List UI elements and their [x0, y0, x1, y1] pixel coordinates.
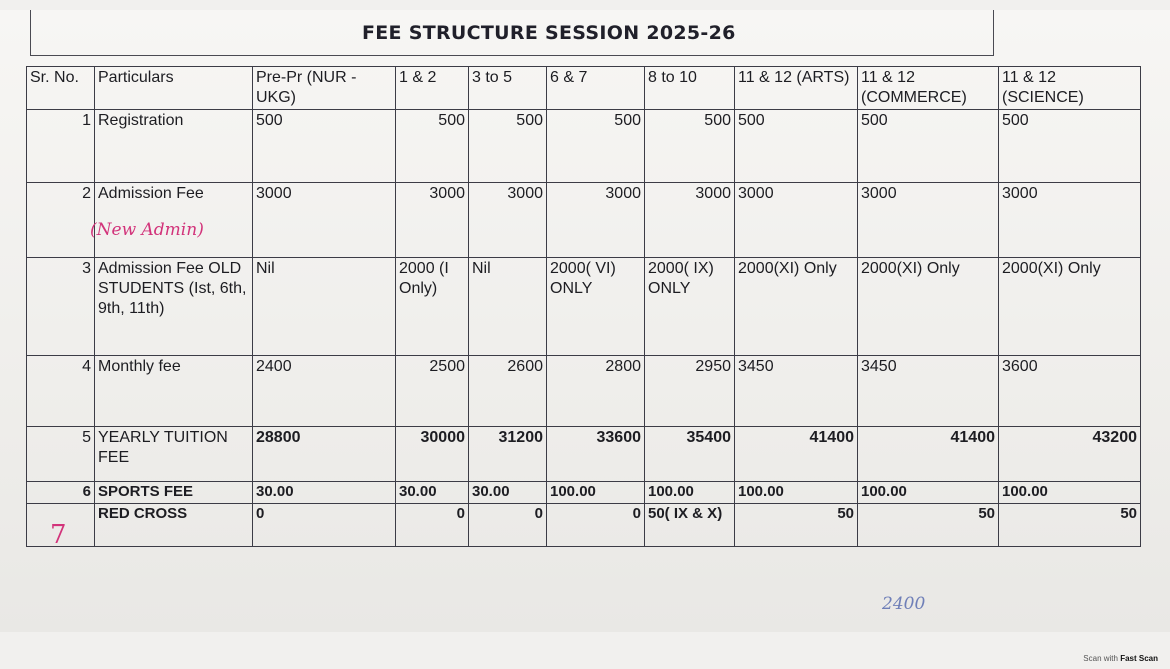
- value-cell: 2000 (I Only): [396, 258, 469, 356]
- value-cell: 0: [396, 503, 469, 546]
- handwritten-scribble: 2400: [882, 594, 926, 614]
- value-cell: 43200: [999, 427, 1141, 482]
- header-cell: Pre-Pr (NUR - UKG): [253, 67, 396, 110]
- value-cell: 2500: [396, 356, 469, 427]
- value-cell: 3000: [396, 183, 469, 258]
- value-cell: 3000: [469, 183, 547, 258]
- value-cell: 3450: [735, 356, 858, 427]
- sr-cell: 6: [27, 482, 95, 504]
- value-cell: 30.00: [396, 482, 469, 504]
- scan-footer-app: Fast Scan: [1120, 654, 1158, 663]
- scan-footer: [1083, 654, 1158, 663]
- sr-cell: 2: [27, 183, 95, 258]
- value-cell: 50: [999, 503, 1141, 546]
- header-cell: 6 & 7: [547, 67, 645, 110]
- table-row: [27, 110, 1141, 183]
- value-cell: 2600: [469, 356, 547, 427]
- value-cell: 500: [735, 110, 858, 183]
- value-cell: 500: [396, 110, 469, 183]
- header-cell: 1 & 2: [396, 67, 469, 110]
- table-row: [27, 427, 1141, 482]
- value-cell: 2950: [645, 356, 735, 427]
- particular-cell: YEARLY TUITION FEE: [95, 427, 253, 482]
- value-cell: 100.00: [735, 482, 858, 504]
- value-cell: 3450: [858, 356, 999, 427]
- value-cell: 30.00: [469, 482, 547, 504]
- particular-cell: Admission Fee: [95, 183, 253, 258]
- value-cell: 500: [253, 110, 396, 183]
- value-cell: 100.00: [547, 482, 645, 504]
- sr-cell: 4: [27, 356, 95, 427]
- value-cell: 2000(XI) Only: [999, 258, 1141, 356]
- value-cell: 0: [469, 503, 547, 546]
- value-cell: 500: [469, 110, 547, 183]
- value-cell: 100.00: [858, 482, 999, 504]
- value-cell: Nil: [253, 258, 396, 356]
- value-cell: 3000: [547, 183, 645, 258]
- table-row: [27, 258, 1141, 356]
- value-cell: 2800: [547, 356, 645, 427]
- sr-cell: 1: [27, 110, 95, 183]
- value-cell: 31200: [469, 427, 547, 482]
- header-cell: 8 to 10: [645, 67, 735, 110]
- particular-cell: Admission Fee OLD STUDENTS (Ist, 6th, 9th, 11th): [95, 258, 253, 356]
- value-cell: 3000: [999, 183, 1141, 258]
- value-cell: 100.00: [645, 482, 735, 504]
- value-cell: 35400: [645, 427, 735, 482]
- value-cell: 50: [735, 503, 858, 546]
- handwritten-number: 7: [50, 520, 67, 550]
- value-cell: 50: [858, 503, 999, 546]
- value-cell: 3600: [999, 356, 1141, 427]
- value-cell: 500: [645, 110, 735, 183]
- value-cell: 500: [858, 110, 999, 183]
- table-row: [27, 482, 1141, 504]
- sr-cell: 3: [27, 258, 95, 356]
- value-cell: 2000(XI) Only: [858, 258, 999, 356]
- particular-cell: RED CROSS: [95, 503, 253, 546]
- value-cell: 0: [547, 503, 645, 546]
- value-cell: 50( IX & X): [645, 503, 735, 546]
- value-cell: 0: [253, 503, 396, 546]
- header-cell: Sr. No.: [27, 67, 95, 110]
- table-row: [27, 356, 1141, 427]
- value-cell: 2000( IX) ONLY: [645, 258, 735, 356]
- value-cell: 3000: [858, 183, 999, 258]
- value-cell: 33600: [547, 427, 645, 482]
- page-title: FEE STRUCTURE SESSION 2025-26: [362, 22, 736, 44]
- value-cell: 3000: [735, 183, 858, 258]
- header-cell: 11 & 12 (COMMERCE): [858, 67, 999, 110]
- value-cell: 500: [547, 110, 645, 183]
- header-cell: 11 & 12 (SCIENCE): [999, 67, 1141, 110]
- header-row: [27, 67, 1141, 110]
- value-cell: 3000: [645, 183, 735, 258]
- value-cell: 28800: [253, 427, 396, 482]
- particular-cell: SPORTS FEE: [95, 482, 253, 504]
- value-cell: 41400: [858, 427, 999, 482]
- particular-cell: Registration: [95, 110, 253, 183]
- value-cell: Nil: [469, 258, 547, 356]
- value-cell: 30.00: [253, 482, 396, 504]
- value-cell: 2000( VI) ONLY: [547, 258, 645, 356]
- value-cell: 30000: [396, 427, 469, 482]
- header-cell: 11 & 12 (ARTS): [735, 67, 858, 110]
- value-cell: 2000(XI) Only: [735, 258, 858, 356]
- value-cell: 500: [999, 110, 1141, 183]
- header-cell: Particulars: [95, 67, 253, 110]
- header-cell: 3 to 5: [469, 67, 547, 110]
- particular-cell: Monthly fee: [95, 356, 253, 427]
- scan-footer-prefix: Scan with: [1083, 654, 1118, 663]
- value-cell: 100.00: [999, 482, 1141, 504]
- value-cell: 41400: [735, 427, 858, 482]
- value-cell: 2400: [253, 356, 396, 427]
- sr-cell: 5: [27, 427, 95, 482]
- value-cell: 3000: [253, 183, 396, 258]
- fee-table: [26, 66, 1141, 547]
- table-row: [27, 503, 1141, 546]
- handwritten-note: (New Admin): [90, 220, 204, 240]
